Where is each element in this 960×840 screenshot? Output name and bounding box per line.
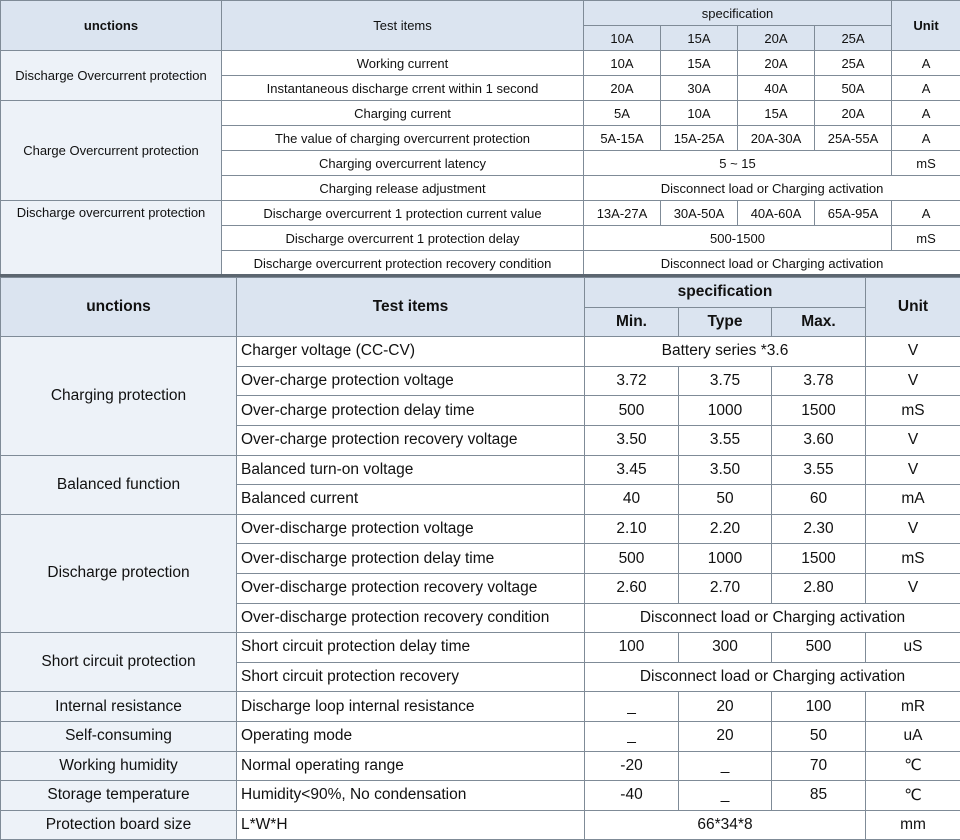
unit-cell: uS: [866, 633, 960, 663]
header-specification: specification: [585, 278, 866, 308]
unit-cell: V: [866, 514, 960, 544]
header-size-15a: 15A: [661, 26, 738, 51]
min-cell: 2.60: [585, 573, 679, 603]
min-cell: 40: [585, 485, 679, 515]
header-unit: Unit: [866, 278, 960, 337]
type-cell: 2.20: [679, 514, 772, 544]
test-item: Charging overcurrent latency: [222, 151, 584, 176]
type-cell: _: [679, 751, 772, 781]
test-item: Normal operating range: [237, 751, 585, 781]
span-value: Disconnect load or Charging activation: [585, 662, 960, 692]
value-cell: 15A: [661, 51, 738, 76]
min-cell: 3.45: [585, 455, 679, 485]
header-test-items: Test items: [237, 278, 585, 337]
test-item: Discharge overcurrent 1 protection current value: [222, 201, 584, 226]
max-cell: 500: [772, 633, 866, 663]
type-cell: 50: [679, 485, 772, 515]
unit-cell: A: [892, 51, 960, 76]
table-row: [1, 721, 960, 751]
type-cell: 3.50: [679, 455, 772, 485]
unit-cell: A: [892, 101, 960, 126]
min-cell: 3.50: [585, 425, 679, 455]
table-row: [1, 633, 960, 663]
test-item: L*W*H: [237, 810, 585, 840]
value-cell: 20A: [815, 101, 892, 126]
type-cell: _: [679, 781, 772, 811]
header-max: Max.: [772, 307, 866, 337]
min-cell: _: [585, 692, 679, 722]
test-item: Over-charge protection delay time: [237, 396, 585, 426]
unit-cell: V: [866, 337, 960, 367]
value-cell: 30A-50A: [661, 201, 738, 226]
value-cell: 25A-55A: [815, 126, 892, 151]
span-value: 5 ~ 15: [584, 151, 892, 176]
type-cell: 3.55: [679, 425, 772, 455]
value-cell: 40A: [738, 76, 815, 101]
test-item: Humidity<90%, No condensation: [237, 781, 585, 811]
test-item: Short circuit protection recovery: [237, 662, 585, 692]
test-item: Short circuit protection delay time: [237, 633, 585, 663]
table-row: [1, 101, 960, 126]
header-size-25a: 25A: [815, 26, 892, 51]
group-label: Internal resistance: [1, 692, 237, 722]
max-cell: 100: [772, 692, 866, 722]
max-cell: 2.30: [772, 514, 866, 544]
test-item: Balanced turn-on voltage: [237, 455, 585, 485]
value-cell: 20A: [584, 76, 661, 101]
table-row: [1, 692, 960, 722]
test-item: Over-discharge protection delay time: [237, 544, 585, 574]
value-cell: 50A: [815, 76, 892, 101]
group-label: Balanced function: [1, 455, 237, 514]
test-item: Instantaneous discharge crrent within 1 second: [222, 76, 584, 101]
value-cell: 15A-25A: [661, 126, 738, 151]
header-type: Type: [679, 307, 772, 337]
unit-cell: V: [866, 455, 960, 485]
test-item: Discharge overcurrent protection recovery condition: [222, 251, 584, 276]
min-cell: 2.10: [585, 514, 679, 544]
table-row: [1, 781, 960, 811]
test-item: Over-discharge protection recovery voltage: [237, 573, 585, 603]
unit-cell: V: [866, 425, 960, 455]
table-row: [1, 51, 960, 76]
unit-cell: mm: [866, 810, 960, 840]
header-functions: unctions: [1, 278, 237, 337]
test-item: Over-discharge protection recovery condition: [237, 603, 585, 633]
type-cell: 20: [679, 721, 772, 751]
min-cell: 500: [585, 544, 679, 574]
test-item: Charger voltage (CC-CV): [237, 337, 585, 367]
unit-cell: mS: [866, 396, 960, 426]
value-cell: 5A-15A: [584, 126, 661, 151]
table-row: [1, 751, 960, 781]
unit-cell: ℃: [866, 751, 960, 781]
unit-cell: A: [892, 201, 960, 226]
unit-cell: mS: [892, 226, 960, 251]
span-value: 500-1500: [584, 226, 892, 251]
group-label: Short circuit protection: [1, 633, 237, 692]
value-cell: 25A: [815, 51, 892, 76]
header-min: Min.: [585, 307, 679, 337]
max-cell: 85: [772, 781, 866, 811]
max-cell: 1500: [772, 544, 866, 574]
table-row: [1, 810, 960, 840]
test-item: Working current: [222, 51, 584, 76]
unit-cell: A: [892, 126, 960, 151]
max-cell: 1500: [772, 396, 866, 426]
value-cell: 65A-95A: [815, 201, 892, 226]
max-cell: 3.78: [772, 366, 866, 396]
value-cell: 13A-27A: [584, 201, 661, 226]
unit-cell: V: [866, 366, 960, 396]
max-cell: 50: [772, 721, 866, 751]
test-item: Discharge loop internal resistance: [237, 692, 585, 722]
header-size-10a: 10A: [584, 26, 661, 51]
test-item: Over-charge protection recovery voltage: [237, 425, 585, 455]
header-functions: unctions: [1, 1, 222, 51]
value-cell: 5A: [584, 101, 661, 126]
type-cell: 2.70: [679, 573, 772, 603]
min-cell: 500: [585, 396, 679, 426]
test-item: Charging release adjustment: [222, 176, 584, 201]
group-label: Storage temperature: [1, 781, 237, 811]
min-cell: _: [585, 721, 679, 751]
unit-cell: ℃: [866, 781, 960, 811]
min-cell: -20: [585, 751, 679, 781]
test-item: The value of charging overcurrent protection: [222, 126, 584, 151]
test-item: Discharge overcurrent 1 protection delay: [222, 226, 584, 251]
value-cell: 10A: [584, 51, 661, 76]
group-label: Working humidity: [1, 751, 237, 781]
span-value: Disconnect load or Charging activation: [585, 603, 960, 633]
group-label: Charging protection: [1, 337, 237, 455]
type-cell: 300: [679, 633, 772, 663]
header-unit: Unit: [892, 1, 960, 51]
value-cell: 20A-30A: [738, 126, 815, 151]
group-label: Protection board size: [1, 810, 237, 840]
group-label: Charge Overcurrent protection: [1, 101, 222, 201]
max-cell: 3.55: [772, 455, 866, 485]
unit-cell: mS: [866, 544, 960, 574]
test-item: Charging current: [222, 101, 584, 126]
test-item: Operating mode: [237, 721, 585, 751]
min-cell: 100: [585, 633, 679, 663]
unit-cell: mR: [866, 692, 960, 722]
protection-spec-table: [0, 277, 960, 840]
unit-cell: mA: [866, 485, 960, 515]
group-label: Self-consuming: [1, 721, 237, 751]
span-value: Disconnect load or Charging activation: [584, 251, 960, 276]
max-cell: 3.60: [772, 425, 866, 455]
min-cell: -40: [585, 781, 679, 811]
table-row: [1, 201, 960, 226]
max-cell: 60: [772, 485, 866, 515]
value-cell: 40A-60A: [738, 201, 815, 226]
group-label: Discharge Overcurrent protection: [1, 51, 222, 101]
table-row: [1, 455, 960, 485]
value-cell: 30A: [661, 76, 738, 101]
group-label: Discharge protection: [1, 514, 237, 632]
test-item: Over-discharge protection voltage: [237, 514, 585, 544]
span-value: Disconnect load or Charging activation: [584, 176, 960, 201]
value-cell: 15A: [738, 101, 815, 126]
unit-cell: mS: [892, 151, 960, 176]
unit-cell: V: [866, 573, 960, 603]
overcurrent-spec-table: [0, 0, 960, 276]
table-row: [1, 514, 960, 544]
span-value: 66*34*8: [585, 810, 866, 840]
table-row: [1, 337, 960, 367]
value-cell: 10A: [661, 101, 738, 126]
span-value: Battery series *3.6: [585, 337, 866, 367]
min-cell: 3.72: [585, 366, 679, 396]
test-item: Over-charge protection voltage: [237, 366, 585, 396]
max-cell: 2.80: [772, 573, 866, 603]
value-cell: 20A: [738, 51, 815, 76]
type-cell: 1000: [679, 544, 772, 574]
unit-cell: A: [892, 76, 960, 101]
header-test-items: Test items: [222, 1, 584, 51]
type-cell: 1000: [679, 396, 772, 426]
max-cell: 70: [772, 751, 866, 781]
group-label: Discharge overcurrent protection: [1, 201, 222, 276]
header-size-20a: 20A: [738, 26, 815, 51]
test-item: Balanced current: [237, 485, 585, 515]
unit-cell: uA: [866, 721, 960, 751]
type-cell: 20: [679, 692, 772, 722]
header-specification: specification: [584, 1, 892, 26]
type-cell: 3.75: [679, 366, 772, 396]
